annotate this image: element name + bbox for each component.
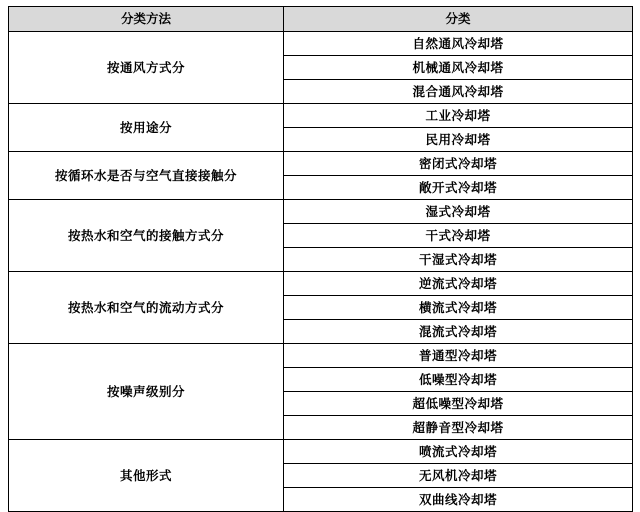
classification-type-cell: 密闭式冷却塔 (284, 152, 633, 176)
table-row (9, 344, 633, 368)
classification-type-cell: 干湿式冷却塔 (284, 248, 633, 272)
classification-type-cell: 普通型冷却塔 (284, 344, 633, 368)
classification-method-cell: 按热水和空气的接触方式分 (9, 200, 284, 272)
table-row (9, 440, 633, 464)
classification-type-cell: 混流式冷却塔 (284, 320, 633, 344)
table-row (9, 200, 633, 224)
classification-type-cell: 混合通风冷却塔 (284, 80, 633, 104)
classification-type-cell: 双曲线冷却塔 (284, 488, 633, 512)
table-row (9, 272, 633, 296)
table-header (9, 7, 633, 32)
classification-type-cell: 敞开式冷却塔 (284, 176, 633, 200)
classification-type-cell: 工业冷却塔 (284, 104, 633, 128)
classification-type-cell: 湿式冷却塔 (284, 200, 633, 224)
classification-type-cell: 横流式冷却塔 (284, 296, 633, 320)
classification-type-cell: 无风机冷却塔 (284, 464, 633, 488)
classification-type-cell: 自然通风冷却塔 (284, 32, 633, 56)
classification-type-cell: 机械通风冷却塔 (284, 56, 633, 80)
table-header-row (9, 7, 633, 32)
classification-method-cell: 按热水和空气的流动方式分 (9, 272, 284, 344)
classification-type-cell: 超低噪型冷却塔 (284, 392, 633, 416)
classification-type-cell: 喷流式冷却塔 (284, 440, 633, 464)
column-header-type: 分类 (284, 7, 633, 32)
table-row (9, 32, 633, 56)
classification-type-cell: 超静音型冷却塔 (284, 416, 633, 440)
classification-method-cell: 按用途分 (9, 104, 284, 152)
table-row (9, 104, 633, 128)
classification-method-cell: 按循环水是否与空气直接接触分 (9, 152, 284, 200)
classification-method-cell: 按噪声级别分 (9, 344, 284, 440)
column-header-method: 分类方法 (9, 7, 284, 32)
table-row (9, 152, 633, 176)
classification-type-cell: 干式冷却塔 (284, 224, 633, 248)
classification-type-cell: 民用冷却塔 (284, 128, 633, 152)
cooling-tower-classification-table (8, 6, 633, 512)
classification-type-cell: 低噪型冷却塔 (284, 368, 633, 392)
classification-method-cell: 其他形式 (9, 440, 284, 512)
table-body (9, 32, 633, 512)
classification-method-cell: 按通风方式分 (9, 32, 284, 104)
classification-type-cell: 逆流式冷却塔 (284, 272, 633, 296)
